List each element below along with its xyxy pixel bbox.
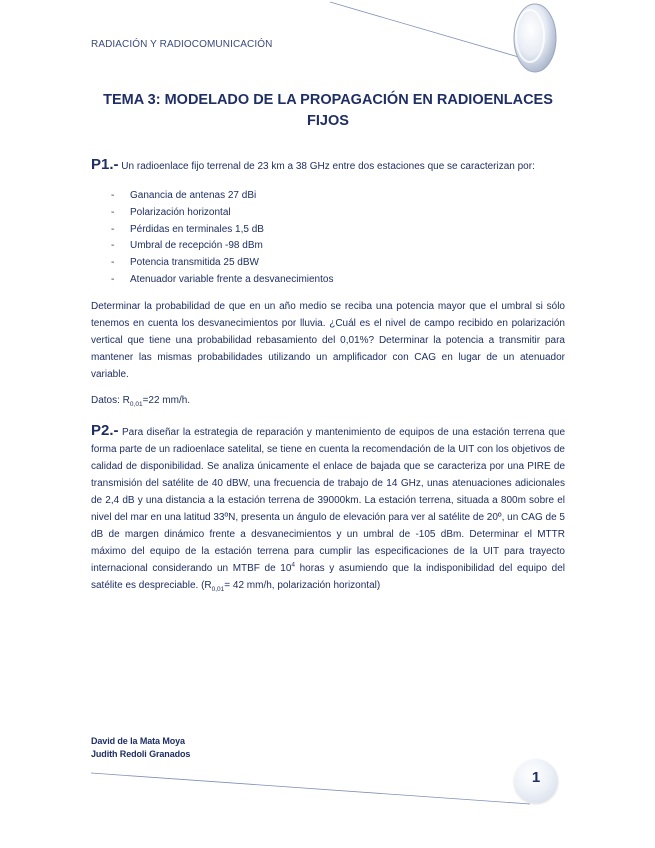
list-item: - Ganancia de antenas 27 dBi xyxy=(111,188,511,205)
datos-suffix: =22 mm/h. xyxy=(142,395,191,406)
problem-1-spec-list xyxy=(111,188,511,289)
mtbf-exponent: 4 xyxy=(291,561,296,569)
list-item: - Potencia transmitida 25 dBW xyxy=(111,255,511,272)
problem-2-text-3: = 42 mm/h, polarización horizontal) xyxy=(224,580,381,591)
problem-2 xyxy=(91,422,565,594)
author-1: David de la Mata Moya xyxy=(91,736,185,746)
problem-1-intro-text: Un radioenlace fijo terrenal de 23 km a 38 GHz entre dos estaciones que se caracterizan por: xyxy=(121,161,535,172)
list-item: - Pérdidas en terminales 1,5 dB xyxy=(111,222,511,239)
page-number: 1 xyxy=(531,769,541,786)
problem-2-text-1: Para diseñar la estrategia de reparación y mantenimiento de equipos de una estación terrena que forma parte de un radioenlace satelital, se tiene en cuenta la recomendación de la UIT con los objetivos de calidad de disponibilidad. Se analiza únicamente el enlace de bajada que se caracteriza por una PIRE de transmisión del satélite de 40 dBW, una frecuencia de trabajo de 14 GHz, unas atenuaciones adicionales de 2,4 dB y una distancia a la estación terrena de 39000km. La estación terrena, situada a 800m sobre el nivel del mar en una latitud 33ºN, presenta un ángulo de elevación para ver al satélite de 20º, un CAG de 5 dB de margen dinámico frente a desvanecimientos y un umbral de -105 dBm. Determinar el MTTR máximo del equipo de la estación terrena para cumplir las especificaciones de la UIT para trayecto internacional considerando un MTBF de 10 xyxy=(91,427,566,574)
rain-subscript: 0,01 xyxy=(211,586,225,593)
list-item: - Polarización horizontal xyxy=(111,205,511,222)
title-line-2: FIJOS xyxy=(307,113,349,129)
datos-prefix: Datos: R xyxy=(91,395,130,406)
problem-1-data xyxy=(91,392,565,409)
problem-2-text-2: horas y asumiendo que la indisponibilidad del equipo del satélite es despreciable. (R xyxy=(91,563,565,591)
list-item: - Atenuador variable frente a desvanecimientos xyxy=(111,272,511,289)
list-item: - Umbral de recepción -98 dBm xyxy=(111,238,511,255)
header-title: RADIACIÓN Y RADIOCOMUNICACIÓN xyxy=(91,39,273,50)
footer-authors xyxy=(91,735,190,761)
problem-1-intro xyxy=(91,156,571,175)
problem-2-label: P2.- xyxy=(91,422,119,439)
title-line-1: TEMA 3: MODELADO DE LA PROPAGACIÓN EN RADIOENLACES xyxy=(103,92,553,108)
problem-1-body: Determinar la probabilidad de que en un año medio se reciba una potencia mayor que el umbral si sólo tenemos en cuenta los desvanecimientos por lluvia. ¿Cuál es el nivel de campo recibido en polarización vertical que tiene una probabilidad rebasamiento del 0,01%? Determinar la potencia a transmitir para mantener las mismas probabilidades utilizando un amplificador con CAG en lugar de un atenuador variable. xyxy=(91,301,565,380)
datos-subscript: 0,01 xyxy=(129,401,143,408)
author-2: Judith Redoli Granados xyxy=(91,749,191,759)
page-title xyxy=(91,90,565,132)
problem-1-label: P1.- xyxy=(91,156,119,173)
